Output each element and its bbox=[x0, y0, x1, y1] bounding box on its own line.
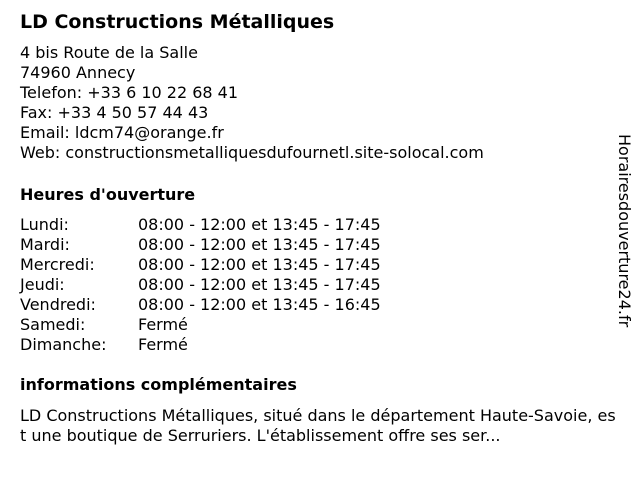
day-label: Vendredi: bbox=[20, 295, 96, 314]
day-label: Mardi: bbox=[20, 235, 70, 254]
hours-row-sunday bbox=[20, 335, 618, 355]
day-label: Jeudi: bbox=[20, 275, 65, 294]
opening-hours-heading: Heures d'ouverture bbox=[20, 185, 196, 204]
day-hours: 08:00 - 12:00 et 13:45 - 17:45 bbox=[138, 275, 381, 294]
day-hours: 08:00 - 12:00 et 13:45 - 16:45 bbox=[138, 295, 381, 314]
website-url: Web: constructionsmetalliquesdufournetl.site-solocal.com bbox=[20, 143, 484, 162]
hours-row-friday bbox=[20, 295, 618, 315]
day-label: Lundi: bbox=[20, 215, 69, 234]
day-label: Samedi: bbox=[20, 315, 86, 334]
day-label: Mercredi: bbox=[20, 255, 95, 274]
hours-row-tuesday bbox=[20, 235, 618, 255]
hours-row-wednesday bbox=[20, 255, 618, 275]
hours-row-monday bbox=[20, 215, 618, 235]
fax-number: Fax: +33 4 50 57 44 43 bbox=[20, 103, 209, 122]
business-name: LD Constructions Métalliques bbox=[20, 11, 335, 33]
watermark-text: Horairesdouverture24.fr bbox=[615, 134, 634, 328]
day-hours: 08:00 - 12:00 et 13:45 - 17:45 bbox=[138, 215, 381, 234]
business-card bbox=[20, 10, 618, 446]
day-hours: Fermé bbox=[138, 315, 188, 334]
day-hours: 08:00 - 12:00 et 13:45 - 17:45 bbox=[138, 255, 381, 274]
email-address: Email: ldcm74@orange.fr bbox=[20, 123, 224, 142]
address-line-1: 4 bis Route de la Salle bbox=[20, 43, 198, 62]
day-hours: Fermé bbox=[138, 335, 188, 354]
day-label: Dimanche: bbox=[20, 335, 107, 354]
phone-number: Telefon: +33 6 10 22 68 41 bbox=[20, 83, 239, 102]
hours-row-saturday bbox=[20, 315, 618, 335]
additional-info-text: LD Constructions Métalliques, situé dans le département Haute-Savoie, est une boutique de Serruriers. L'établissement offre ses ser... bbox=[20, 406, 616, 445]
hours-row-thursday bbox=[20, 275, 618, 295]
address-line-2: 74960 Annecy bbox=[20, 63, 136, 82]
opening-hours-list bbox=[20, 215, 618, 355]
additional-info-heading: informations complémentaires bbox=[20, 375, 297, 394]
day-hours: 08:00 - 12:00 et 13:45 - 17:45 bbox=[138, 235, 381, 254]
